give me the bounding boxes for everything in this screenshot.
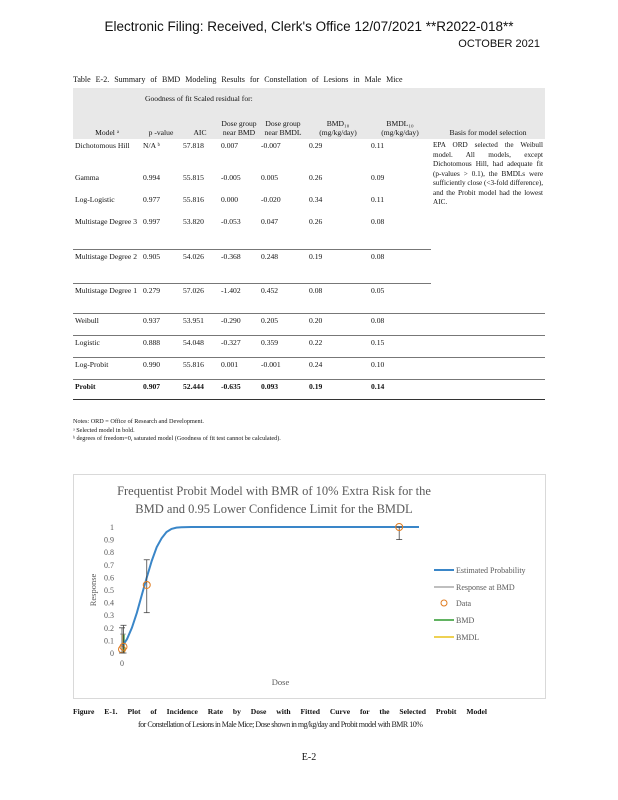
note-line: Notes: ORD = Office of Research and Development. (73, 418, 204, 425)
bmdl-value: 0.15 (369, 335, 431, 357)
table-title: Table E-2. Summary of BMD Modeling Results for Constellation of Lesions in Male Mice (73, 75, 403, 84)
y-tick-label: 0.8 (104, 548, 114, 558)
table-row (73, 139, 545, 171)
p-value: 0.977 (143, 195, 161, 204)
bmd-value: 0.24 (307, 357, 369, 379)
p-value: 0.279 (141, 283, 181, 313)
y-tick-label: 0.7 (104, 560, 114, 570)
resid-bmdl-value: 0.047 (261, 217, 279, 226)
aic-value: 57.026 (181, 283, 219, 313)
bmdl-value: 0.05 (369, 283, 431, 313)
table-notes (73, 418, 281, 444)
chart-title-line2: BMD and 0.95 Lower Confidence Limit for the BMDL (135, 502, 413, 516)
aic-value: 57.818 (183, 141, 204, 150)
figure-caption-line2: for Constellation of Lesions in Male Mice; Dose shown in mg/kg/day and Probit model with BMR 10% (138, 720, 423, 729)
col-p-value: p -value (148, 128, 174, 137)
chart-svg (74, 475, 545, 698)
note-line: ᵃ Selected model in bold. (73, 426, 135, 434)
model-name: Multistage Degree 1 (73, 283, 141, 313)
legend-label: Data (456, 599, 472, 608)
resid-bmdl-value: 0.093 (259, 379, 307, 399)
y-axis-label: Response (88, 573, 98, 607)
model-name: Logistic (73, 335, 141, 357)
p-value: 0.937 (141, 313, 181, 335)
resid-bmdl-value: 0.248 (259, 249, 307, 283)
legend-label: Estimated Probability (456, 566, 526, 575)
figure-caption: Figure E-1. Plot of Incidence Rate by Dose with Fitted Curve for the Selected Probit Model (73, 707, 487, 716)
note-line: ᵇ degrees of freedom=0, saturated model (Goodness of fit test cannot be calculated). (73, 435, 281, 443)
table-row (73, 357, 545, 379)
resid-bmdl-value: 0.359 (259, 335, 307, 357)
chart-title: Frequentist Probit Model with BMR of 10% Extra Risk for the (117, 484, 431, 498)
group-header: Goodness of fit Scaled residual for: (145, 94, 253, 103)
model-name: Probit (73, 379, 141, 399)
resid-bmd-value: -0.290 (219, 313, 259, 335)
col-aic: AIC (193, 128, 207, 137)
bmd-value: 0.26 (309, 217, 323, 226)
bmdl-value: 0.08 (371, 217, 385, 226)
bmd-value: 0.19 (307, 249, 369, 283)
col-resid-bmd: Dose group near BMD (221, 119, 257, 137)
col-model: Model ᵃ (95, 128, 119, 137)
aic-value: 54.026 (181, 249, 219, 283)
bmdl-value: 0.10 (369, 357, 431, 379)
aic-value: 55.816 (181, 357, 219, 379)
bmd-value: 0.19 (307, 379, 369, 399)
bmd-value: 0.08 (307, 283, 369, 313)
p-value: 0.990 (141, 357, 181, 379)
aic-value: 55.815 (183, 173, 204, 182)
bmdl-value: 0.11 (371, 141, 385, 150)
resid-bmd-value: 0.007 (221, 141, 239, 150)
resid-bmd-value: -0.368 (219, 249, 259, 283)
resid-bmd-value: -0.327 (219, 335, 259, 357)
resid-bmdl-value: -0.007 (261, 141, 281, 150)
p-value: 0.994 (143, 173, 161, 182)
bmd-value: 0.34 (309, 195, 323, 204)
resid-bmd-value: 0.000 (221, 195, 239, 204)
aic-value: 54.048 (181, 335, 219, 357)
model-name: Gamma (75, 173, 100, 182)
model-name: Multistage Degree 2 (73, 249, 141, 283)
p-value: 0.888 (141, 335, 181, 357)
col-bmd: BMD₁₀ (mg/kg/day) (319, 119, 357, 137)
y-tick-label: 0.4 (104, 598, 114, 608)
date-label: OCTOBER 2021 (458, 38, 540, 50)
bmdl-value: 0.11 (371, 195, 385, 204)
aic-value: 53.951 (181, 313, 219, 335)
filing-stamp: Electronic Filing: Received, Clerk's Office 12/07/2021 **R2022-018** (104, 19, 514, 34)
bmd-value: 0.20 (307, 313, 369, 335)
table-row (73, 335, 545, 357)
resid-bmd-value: -0.005 (221, 173, 241, 182)
bmd-results-table (73, 88, 545, 400)
p-value: 0.905 (141, 249, 181, 283)
x-axis-label: Dose (271, 677, 290, 687)
col-resid-bmdl: Dose group near BMDL (264, 119, 302, 137)
resid-bmdl-value: -0.020 (261, 195, 281, 204)
y-tick-label: 0.2 (104, 623, 114, 633)
aic-value: 53.820 (183, 217, 204, 226)
model-name: Log-Probit (73, 357, 141, 379)
y-tick-label: 1 (110, 523, 114, 532)
resid-bmdl-value: 0.205 (259, 313, 307, 335)
model-name: Dichotomous Hill (75, 141, 130, 150)
page-number: E-2 (301, 752, 317, 763)
resid-bmd-value: -1.402 (219, 283, 259, 313)
y-tick-label: 0.5 (104, 586, 114, 595)
resid-bmd-value: -0.635 (219, 379, 259, 399)
resid-bmd-value: 0.001 (219, 357, 259, 379)
col-basis: Basis for model selection (449, 128, 527, 137)
y-tick-label: 0 (110, 649, 114, 658)
legend-marker-data (441, 600, 447, 606)
aic-value: 55.816 (183, 195, 204, 204)
aic-value: 52.444 (181, 379, 219, 399)
p-value: 0.997 (143, 217, 161, 226)
y-tick-label: 0.3 (104, 611, 114, 621)
legend-label: BMDL (456, 633, 480, 642)
legend-label: BMD (456, 616, 475, 625)
legend-label: Response at BMD (456, 583, 515, 592)
y-tick-label: 0.1 (104, 636, 114, 646)
resid-bmdl-value: 0.452 (259, 283, 307, 313)
bmd-value: 0.26 (309, 173, 323, 182)
model-name: Weibull (73, 313, 141, 335)
model-name: Multistage Degree 3 (75, 217, 137, 226)
bmdl-value: 0.08 (369, 313, 431, 335)
p-value: N/A ᵇ (143, 141, 160, 150)
probit-chart (73, 474, 546, 699)
resid-bmd-value: -0.053 (221, 217, 241, 226)
x-tick-label: 0 (120, 659, 124, 668)
bmd-value: 0.29 (309, 141, 323, 150)
col-bmdl: BMDL₁₀ (mg/kg/day) (381, 119, 419, 137)
basis-text: EPA ORD selected the Weibull model. All models, except Dichotomous Hill, had adequate fit (p-values > 0.1), the BMDLs were sufficiently close (<3-fold difference), and the Probit model had the lowest AIC. (433, 141, 544, 206)
resid-bmdl-value: -0.001 (259, 357, 307, 379)
y-tick-label: 0.9 (104, 535, 114, 545)
y-tick-label: 0.6 (104, 573, 114, 583)
resid-bmdl-value: 0.005 (261, 173, 279, 182)
estimated-probability-curve (122, 527, 419, 647)
p-value: 0.907 (141, 379, 181, 399)
bmdl-value: 0.09 (371, 173, 385, 182)
table-row (73, 313, 545, 335)
bmd-value: 0.22 (307, 335, 369, 357)
model-name: Log-Logistic (75, 195, 115, 204)
bmdl-value: 0.14 (369, 379, 431, 399)
table-row-selected (73, 379, 545, 399)
bmdl-value: 0.08 (369, 249, 431, 283)
